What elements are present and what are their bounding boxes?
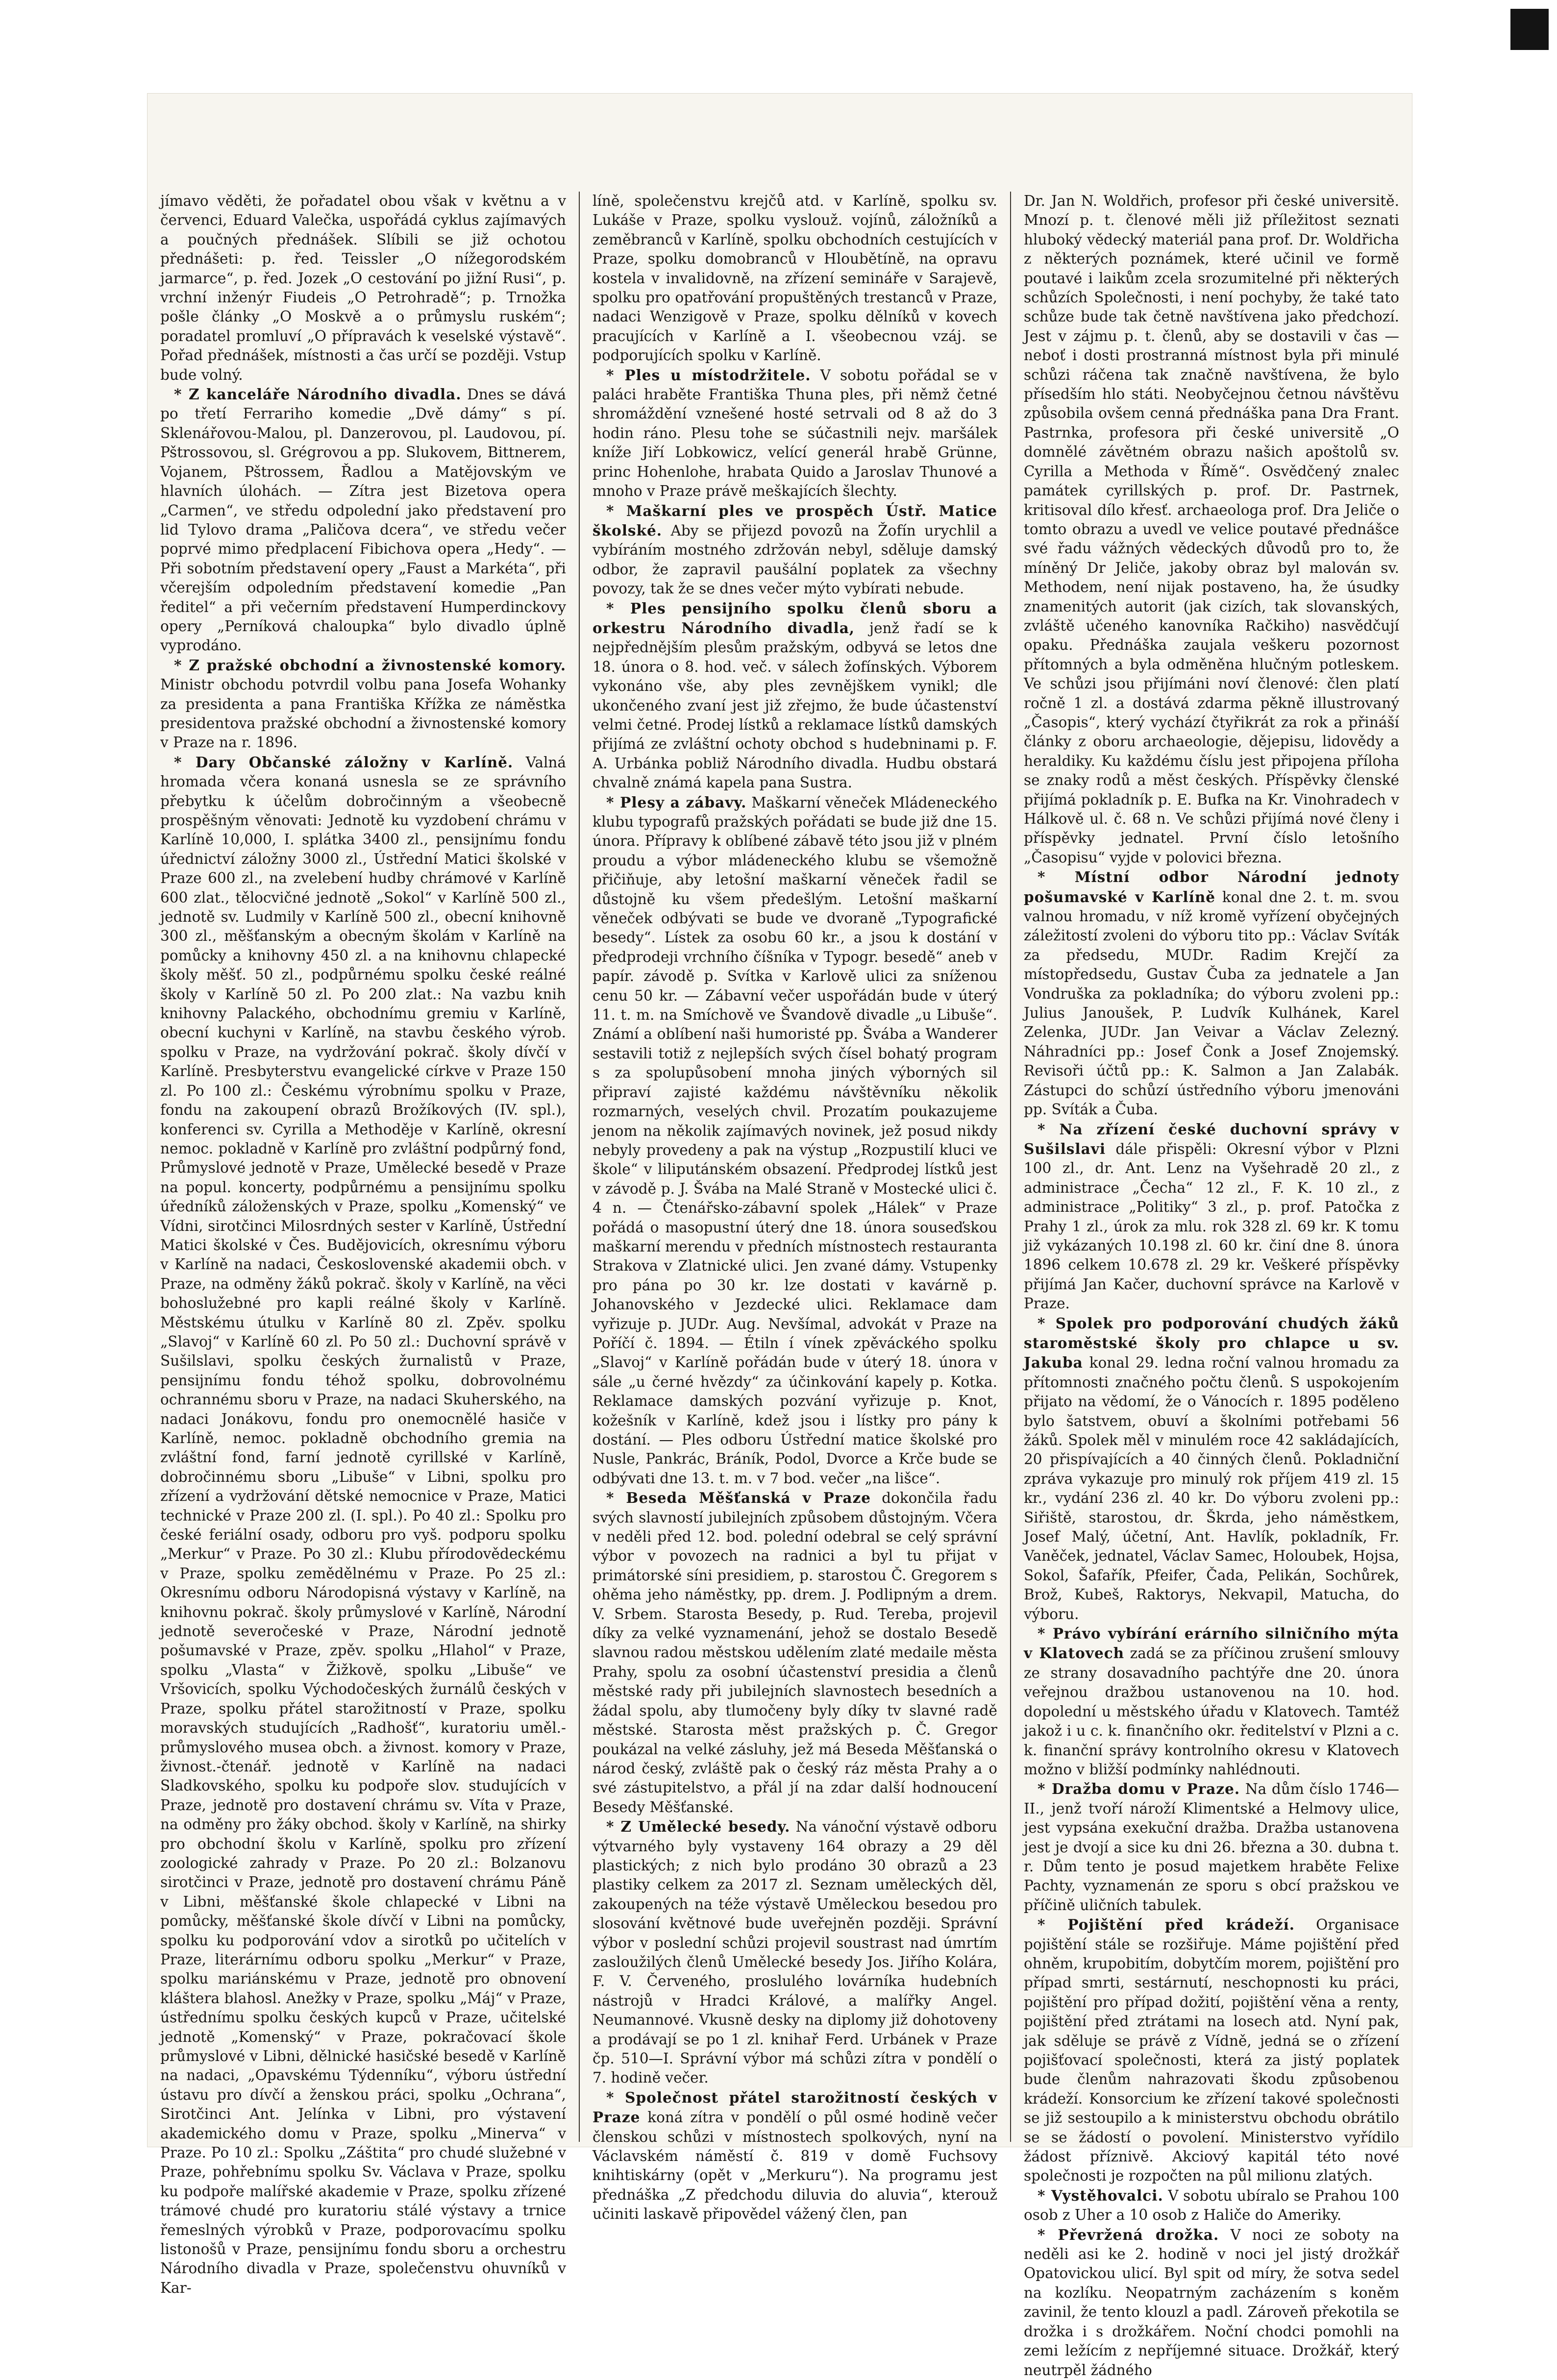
news-text: Dnes se dává po třetí Ferrariho komedie „Dvě dámy“ s pí. Sklenářovou-Malou, pl. Danzerovou, pl. Laudovou, pí. Pštrossovou, sl. Grégrovou a pp. Slukovem, Bittnerem, Vojanem, Pštrossem, Řadlou a Matějovským ve hlavních úlohách. — Zítra jest Bizetova opera „Carmen“, ve středu odpolední jako představení pro lid Tylovo drama „Paličova dcera“, ve středu večer poprvé mimo předplacení Fibichova opera „Hedy“. — Při sobotním představení opery „Faust a Markéta“, při včerejším odpoledním představení komedie „Pan ředitel“ a při večerním představení Humperdinckovy opery „Perníková chaloupka“ bylo divadlo úplně vyprodáno. xyxy=(160,386,566,654)
news-item xyxy=(593,1488,997,1817)
news-text: jenž řadí se k nejpřednějším plesům pražským, odbyvá se letos dne 18. února o 8. hod. več. v sálech žofínských. Výborem vykonáno vše, aby ples zevnějškem vynikl; dle ukončeného zvaní jest již zřejmo, že bude účastenství velmi četné. Prodej lístků a reklamace lístků damských přijímá ze zvláštní ochoty obchod s hudebninami p. F. A. Urbánka pobliž Národního divadla. Hudbu obstará chvalně známá kapela pana Sustra. xyxy=(593,619,997,791)
page-corner-mark xyxy=(1510,9,1549,50)
news-headline: * Vystěhovalci. xyxy=(1038,2186,1163,2204)
column-middle xyxy=(579,192,1010,2223)
news-text: V sobotu pořádal se v paláci hraběte Františka Thuna ples, při němž četné shromáždění vznešené hosté setrvali od 8 až do 3 hodin ráno. Plesu tohe se súčastnili nejv. maršálek kníže Jiří Lobkowicz, velící generál hrabě Grünne, princ Hohenlohe, hrabata Quido a Jaroslav Thunové a mnoho v Praze právě meškajících šlechty. xyxy=(593,367,997,500)
news-item-continued xyxy=(160,192,566,385)
news-headline: * Beseda Měšťanská v Praze xyxy=(606,1489,871,1507)
news-item xyxy=(160,753,566,2298)
news-headline: * Společnost přátel starožitností českých v Praze xyxy=(593,2088,997,2126)
news-item xyxy=(1024,1120,1399,1314)
news-text: líně, společenstvu krejčů atd. v Karlíně, spolku sv. Lukáše v Praze, spolku vyslouž. vojínů, záložníků a zeměbranců v Karlíně, spolku obchodních cestujících v Praze, spolku domobranců v Hloubětíně, na opravu kostela v invalidovně, na zřízení semináře v Sarajevě, spolku pro opatřování propuštěných trestanců v Praze, nadaci Wenzigově v Praze, spolku dělníků v kovech pracujících v Karlíně a I. všeobecnou vzáj. se podporujících spolku v Karlíně. xyxy=(593,193,997,364)
news-text: Na vánoční výstavě odboru výtvarného byly vystaveny 164 obrazy a 29 děl plastických; z nich bylo prodáno 30 obrazů a 23 plastiky celkem za 2017 zl. Seznam uměleckých děl, zakoupených na téže výstavě Uměleckou besedou pro slosování květnové bude uveřejněn později. Správní výbor v poslední schůzi projevil soustrast nad úmrtím zasloužilých členů Umělecké besedy Jos. Jiřího Kolára, F. V. Červeného, proslulého lovárníka hudebních nástrojů v Hradci Králové, a malířky Angel. Neumannové. Vkusně desky na diplomy již dohotoveny a prodávají se po 1 zl. knihař Ferd. Urbánek v Praze čp. 510—I. Správní výbor má schůzi zítra v pondělí o 7. hodině večer. xyxy=(593,1818,997,2086)
news-text: Valná hromada včera konaná usnesla se ze správního přebytku k účelům dobročinným a všeobecně prospěšným věnovati: Jednotě ku vyzdobení chrámu v Karlíně 10,000, I. splátka 3400 zl., pensijnímu fondu úřednictví záložny 3000 zl., Ústřední Matici školské v Praze 600 zl., na zvelebení hudby chrámové v Karlíně 600 zlat., tělocvičné jednotě „Sokol“ v Karlíně 500 zl., jednotě sv. Ludmily v Karlíně 500 zl., obecní knihovně 300 zl., měšťanským a obecným školám v Karlíně na pomůcky a knihovny 450 zl. a na knihovnu chlapecké školy měšť. 50 zl., podpůrnému spolku české reálné školy v Karlíně 50 zl. Po 200 zlat.: Na vazbu knih knihovny Palackého, obchodnímu gremiu v Karlíně, obecní kuchyni v Karlíně, na stavbu českého výrob. spolku v Praze, na vydržování pokrač. školy dívčí v Karlíně. Presbyterstvu evangelické církve v Praze 150 zl. Po 100 zl.: Českému výrobnímu spolku v Praze, fondu na zakoupení obrazů Brožíkových (IV. spl.), konferenci sv. Cyrilla a Methoděje v Karlíně, okresní nemoc. pokladně v Karlíně pro zvláštní podpůrný fond, Průmyslové jednotě v Praze, Umělecké besedě v Praze na popul. koncerty, podpůrnému a pensijnímu spolku úředníků záloženských v Praze, spolku „Komenský“ ve Vídni, sirotčinci Milosrdných sester v Karlíně, Ústřední Matici školské v Čes. Budějovicích, okresnímu výboru v Karlíně na nadaci, Československé akademii obch. v Praze, na odměny žáků pokrač. školy v Karlíně, na věci bohoslužebné pro kapli reálné školy v Karlíně. Městskému útulku v Karlíně 80 zl. Zpěv. spolku „Slavoj“ v Karlíně 60 zl. Po 50 zl.: Duchovní správě v Sušilslavi, spolku českých žurnalistů v Praze, pensijnímu fondu téhož spolku, dobrovolnému ochrannému sboru v Praze, na nadaci Skuherského, na nadaci Jonákovu, fondu pro onemocnělé hasiče v Karlíně, nemoc. pokladně obchodního gremia na zvláštní fond, farní jednotě cyrillské v Karlíně, dobročinnému sboru „Libuše“ v Libni, spolku pro zřízení a vydržování dětské nemocnice v Praze, Matici technické v Praze 200 zl. (I. spl.). Po 40 zl.: Spolku pro české feriální osady, odboru pro vyš. podporu spolku „Merkur“ v Praze. Po 30 zl.: Klubu přírodovědeckému v Praze, spolku zemědělnému v Praze. Po 25 zl.: Okresnímu odboru Národopisná výstavy v Karlíně, na knihovnu pokrač. školy průmyslové v Karlíně, Národní jednotě severočeské v Praze, Národní jednotě pošumavské v Praze, zpěv. spolku „Hlahol“ v Praze, spolku „Vlasta“ v Žižkově, spolku „Libuše“ ve Vršovicích, spolku Východočeských žurnálů českých v Praze, spolku přátel starožitností v Praze, spolku moravských studujících „Radhošť“, kuratoriu uměl.-průmyslového musea obch. a živnost. komory v Praze, živnost.-čtenář. jednotě v Karlíně na nadaci Sladkovského, spolku ku podpoře slov. studujících v Praze, jednotě pro dostavení chrámu sv. Víta v Praze, na odměny pro žáky obchod. školy v Karlíně, na shirky pro obchodní školu v Karlíně, spolku pro zřízení zoologické zahrady v Praze. Po 20 zl.: Bolzanovu sirotčinci v Praze, jednotě pro dostavení chrámu Páně v Libni, měšťanské škole chlapecké v Libni na pomůcky, měšťanské škole dívčí v Libni na pomůcky, spolku ku podporování vdov a sirotků po učitelích v Praze, literárnímu odboru spolku „Merkur“ v Praze, spolku mariánskému v Praze, jednotě pro obnovení kláštera blahosl. Anežky v Praze, spolku „Máj“ v Praze, ústřednímu spolku českých kupců v Praze, učitelské jednotě „Komenský“ v Praze, pokračovací škole průmyslové v Libni, dělnické hasičské besedě v Karlíně na nadaci, „Opavskému Týdenníku“, výboru ústřední ústavu pro dívčí a ženskou práci, spolku „Ochrana“, Sirotčinci Ant. Jelínka v Libni, pro výstavení akademického domu v Praze, spolku „Minerva“ v Praze. Po 10 zl.: Spolku „Záštita“ pro chudé služebné v Praze, pohřebnímu spolku Sv. Václava v Praze, spolku ku podpoře malířské akademie v Praze, spolku zřízené trámové chudé pro kuratoriu stálé výstavy a trnice řemeslných výrobků v Praze, podporovacímu spolku listonošů v Praze, pensijnímu fondu sboru a orchestru Národního divadla v Praze, společenstvu ohuvníků v Kar- xyxy=(160,754,566,2296)
news-item xyxy=(1024,2225,1399,2380)
newspaper-page xyxy=(147,93,1412,2379)
news-text: koná zítra v pondělí o půl osmé hodině večer členskou schůzi v místnostech spolkových, nyní na Václavském náměstí č. 819 v domě Fuchsovy knihtiskárny (opět v „Merkuru“). Na programu jest přednáška „Z předchodu diluvia do aluvia“, kterouž učiniti laskavě připovědel vážený člen, pan xyxy=(593,2109,997,2223)
news-item xyxy=(1024,1915,1399,2186)
news-item xyxy=(593,366,997,501)
news-text: V sobotu ubíralo se Prahou 100 osob z Uher a 10 osob z Haliče do Ameriky. xyxy=(1024,2187,1399,2224)
news-headline: * Ples u místodržitele. xyxy=(606,366,811,384)
news-headline: * Z Umělecké besedy. xyxy=(606,1818,791,1836)
news-text: V noci ze soboty na neděli asi ke 2. hodině v noci jel jistý drožkář Opatovickou ulicí. Byl spit od míry, že sotva sedel na kozlíku. Neopatrným zacházením s koněm zavinil, že tento klouzl a padl. Zároveň překotila se drožka i s drožkářem. Noční chodci pomohli na zemi ležícím z nepříjemné situace. Drožkář, který neutrpěl žádného xyxy=(1024,2226,1399,2379)
news-item xyxy=(593,793,997,1489)
news-item xyxy=(1024,1779,1399,1915)
news-item xyxy=(1024,1314,1399,1624)
news-text: zadá se za příčinou zrušení smlouvy ze strany dosavadního pachtýře dne 20. února veřejnou dražbou ustanovenou na 10. hod. dopolední u městského úřadu v Klatovech. Tamtéž jakož i u c. k. finančního okr. ředitelství v Plzni a c. k. finanční správy kontrolního okresu v Klatovech možno v bližší podmínky nahlédnouti. xyxy=(1024,1645,1399,1778)
news-text: dále přispěli: Okresní výbor v Plzni 100 zl., dr. Ant. Lenz na Vyšehradě 20 zl., z administrace „Čecha“ 12 zl., F. K. 10 zl., z administrace „Politiky“ 3 zl., p. prof. Patočka z Prahy 1 zl., úrok za mlu. rok 328 zl. 69 kr. K tomu již vykázaných 10.198 zl. 60 kr. činí dne 8. února 1896 celkem 10.678 zl. 29 kr. Veškeré příspěvky přijímá Jan Kačer, duchovní správce na Karlově v Praze. xyxy=(1024,1140,1399,1312)
news-text: Na dům číslo 1746—II., jenž tvoří nároží Klimentské a Helmovy ulice, jest vypsána exekuční dražba. Dražba ustanovena jest je dvojí a sice ku dni 26. března a 30. dubna t. r. Dům tento je posud majetkem hraběte Felixe Pachty, vyznamenán ze sporu s obcí pražskou ve příčině uličních tabulek. xyxy=(1024,1781,1399,1914)
news-text: Aby se přijezd povozů na Žofín urychlil a vybíráním mostného zdržován nebyl, sděluje damský odbor, že zapravil paušální poplatek za všechny povozy, tak že se dnes večer mýto vybírati nebude. xyxy=(593,522,997,597)
news-headline: * Pojištění před krádeží. xyxy=(1038,1916,1295,1934)
column-right xyxy=(1010,192,1412,2379)
news-item xyxy=(1024,2186,1399,2225)
news-item-continued xyxy=(1024,192,1399,867)
news-item xyxy=(160,385,566,656)
news-text: Ministr obchodu potvrdil volbu pana Josefa Wohanky za presidenta a pana Františka Křížka ze náměstka presidentova pražské obchodní a živnostenské komory v Praze na r. 1896. xyxy=(160,676,566,751)
news-headline: * Na zřízení české duchovní správy v Sušilslavi xyxy=(1024,1120,1399,1157)
news-headline: * Plesy a zábavy. xyxy=(606,793,747,811)
news-text: konal 29. ledna roční valnou hromadu za přítomnosti značného počtu členů. S uspokojením přijato na vědomí, že o Vánocích r. 1895 poděleno bylo šatstvem, obuví a školními potřebami 56 žáků. Spolek měl v minulém roce 42 sakládajících, 20 přispívajících a 40 činných členů. Pokladniční zpráva vykazuje pro minulý rok příjem 419 zl. 15 kr., vydání 236 zl. 40 kr. Do výboru zvoleni pp.: Siřiště, starostou, dr. Škrda, jeho náměstkem, Josef Malý, účetní, Ant. Havlík, pokladník, Fr. Vaněček, jednatel, Václav Samec, Holoubek, Hojsa, Sokol, Šafařík, Pfeifer, Čada, Pelikán, Sochůrek, Brož, Kubeš, Raktorys, Nekvapil, Matucha, do výboru. xyxy=(1024,1354,1399,1622)
news-headline: * Místní odbor Národní jednoty pošumavské v Karlíně xyxy=(1024,868,1399,906)
news-text: konal dne 2. t. m. svou valnou hromadu, v níž kromě vyřízení obyčejných záležitostí zvoleni do výboru tito pp.: Václav Svíták za předsedu, MUDr. Radim Krejčí za místopředsedu, Gustav Čuba za jednatele a Jan Vondruška za pokladníka; do výboru zvoleni pp.: Julius Janoušek, P. Ludvík Kulhánek, Karel Zelenka, JUDr. Jan Veivar a Václav Zelezný. Náhradníci pp.: Josef Čonk a Josef Znojemský. Revisoři účtů pp.: K. Salmon a Jan Zalabák. Zástupci do schůzí ústředního výboru jmenováni pp. Svíták a Čuba. xyxy=(1024,888,1399,1118)
news-text: jímavo věděti, že pořadatel obou však v květnu a v červenci, Eduard Valečka, uspořádá cyklus zajímavých a poučných přednášek. Slíbili se již ochotou přednášeti: p. řed. Teissler „O nížegorodském jarmarce“, p. řed. Jozek „O cestování po jižní Rusi“, p. vrchní inženýr Fiudeis „O Petrohradě“; p. Trnožka pošle články „O Moskvě a o průmyslu ruském“; poradatel promluví „O přípravách k veselské výstavě“. Pořad přednášek, místnosti a čas určí se později. Vstup bude volný. xyxy=(160,193,566,383)
news-headline: * Dary Občanské záložny v Karlíně. xyxy=(174,753,514,771)
news-item xyxy=(593,2088,997,2224)
news-text: dokončila řadu svých slavností jubilejních způsobem důstojným. Včera v neděli před 12. bod. polední odebral se celý správní výbor v povozech na radnici a byl tu přijat v primátorské síni presidiem, p. starostou Č. Gregorem s ohěma jeho náměstky, pp. drem. J. Podlipným a drem. V. Srbem. Starosta Besedy, p. Rud. Tereba, projevil díky za velké vyznamenání, jehož se dostalo Besedě slavnou radou městskou udělením zlaté medaile města Prahy, spolu za osobní účastenství presidia a členů městské rady při jubilejních slavnostech besedních a žádal spolu, aby tlumočeny byly díky tv slavné radě městské. Starosta měst pražských p. Č. Gregor poukázal na velké zásluhy, jež má Beseda Měšťanská o národ český, zvláště pak o český ráz města Prahy a o své zástupitelstvo, a přál jí na zdar další hodnoucení Besedy Měšťanské. xyxy=(593,1490,997,1816)
news-headline: * Spolek pro podporování chudých žáků staroměstské školy pro chlapce u sv. Jakuba xyxy=(1024,1314,1399,1372)
news-item xyxy=(1024,867,1399,1119)
news-item xyxy=(160,656,566,753)
news-item xyxy=(593,599,997,793)
column-left xyxy=(148,192,579,2296)
news-item-continued xyxy=(593,192,997,366)
news-headline: * Z kanceláře Národního divadla. xyxy=(174,386,462,403)
news-text: Organisace pojištění stále se rozšiřuje. Máme pojištění před ohněm, krupobitím, dobytčím morem, pojištění pro případ smrti, sestárnutí, neschopnosti ku práci, pojištění pro případ dožití, pojištění věna a renty, pojištění před ztrátami na losech atd. Nyní pak, jak sděluje se právě z Vídně, jedná se o zřízení pojišťovací společnosti, která za jistý poplatek bude členům nahrazovati škodu způsobenou krádeží. Konsorcium ke zřízení takové společnosti se již sestoupilo a k ministerstvu obchodu obrátilo se se žádostí o povolení. Ministerstvo vyřídilo žádost příznivě. Akciový kapitál této nové společnosti je rozpočten na půl milionu zlatých. xyxy=(1024,1916,1399,2184)
news-headline: * Právo vybírání erárního silničního mýta v Klatovech xyxy=(1024,1625,1399,1662)
news-item xyxy=(593,501,997,599)
news-headline: * Dražba domu v Praze. xyxy=(1038,1780,1240,1798)
news-headline: * Převržená drožka. xyxy=(1038,2226,1219,2243)
news-headline: * Z pražské obchodní a živnostenské komory. xyxy=(174,656,566,674)
news-headline: * Maškarní ples ve prospěch Ústř. Matice školské. xyxy=(593,502,997,539)
news-item xyxy=(593,1817,997,2088)
news-headline: * Ples pensijního spolku členů sboru a orkestru Národního divadla, xyxy=(593,599,997,637)
news-item xyxy=(1024,1624,1399,1779)
news-text: Maškarní věneček Mládeneckého klubu typografů pražských pořádati se bude již dne 15. února. Přípravy k oblíbené zábavě této jsou již v plném proudu a výbor mládeneckého klubu se všemožně přičiňuje, aby letošní maškarní věneček řadil se důstojně ku všem předešlým. Letošní maškarní věneček odbývati se bude ve dvoraně „Typografické besedy“. Lístek za osobu 60 kr., a jsou k dostání v předprodeji vrchního číšníka v Typogr. besedě“ aneb v papír. závodě p. Svítka v Karlově ulici za sníženou cenu 50 kr. — Zábavní večer uspořádán bude v úterý 11. t. m. na Smíchově ve Švandově divadle „u Libuše“. Známí a oblíbení naši humoristé pp. Švába a Wanderer sestavili totiž z nejlepších svých čísel bohatý program s za spolupůsobení mnoha jiných výborných sil připraví zajisté každému návštěvníku několik rozmarných, veselých chvil. Prozatím poukazujeme jenom na několik zajímavých novinek, jež posud nikdy nebyly provedeny a pak na výstup „Rozpustilí kluci ve škole“ v liliputánském obsazení. Předprodej lístků jest v závodě p. J. Švába na Malé Straně v Mostecké ulici č. 4 n. — Čtenářsko-zábavní spolek „Hálek“ v Praze pořádá o masopustní úterý dne 18. února souseďskou maškarní merendu v předních místnostech restauranta Strakova v Zlatnické ulici. Jen zvané dámy. Vstupenky pro pána po 30 kr. lze dostati v kavárně p. Johanovského v Jezdecké ulici. Reklamace dam vyřizuje p. JUDr. Aug. Nevšímal, advokát v Praze na Poříčí č. 1894. — Étiln í vínek zpěváckého spolku „Slavoj“ v Karlíně pořádán bude v úterý 18. února v sále „u černé hvězdy“ za účinkování kapely p. Kotka. Reklamace damských pozvání vyřizuje p. Knot, kožešník v Karlíně, kdež jsou i lístky pro pány k dostání. — Ples odboru Ústřední matice školské pro Nusle, Pankrác, Bráník, Podol, Dvorce a Krče bude se odbývati dne 13. t. m. v 7 bod. večer „na lišce“. xyxy=(593,794,997,1487)
news-text: Dr. Jan N. Woldřich, profesor při české universitě. Mnozí p. t. členové měli již příležitost seznati hluboký vědecký materiál pana prof. Dr. Woldřicha z některých poznámek, které učinil ve formě poutavé i laikům zcela srozumitelné při některých schůzích Společnosti, i není pochyby, že také tato schůze bude tak četně navštívena jako předchozí. Jest v zájmu p. t. členů, aby se dostavili v čas — neboť i dosti prostranná místnost byla při minulé schůzi ráčena tak značně navštívena, že bylo přísedším hlo státi. Neobyčejnou četnou návštěvu způsobila ovšem cenná přednáška pana Dra Frant. Pastrnka, profesora při české universitě „O domnělé závětném obrazu našich apoštolů sv. Cyrilla a Methoda v Římě“. Osvědčený znalec památek cyrillských p. prof. Dr. Pastrnek, kritisoval dílo křesť. archaeologa prof. Dra Jeliče o tomto obrazu a uvedl ve velice poutavé přednášce své řadu vážných vědeckých důvodů pro to, že míněný Dr Jeliče, jakoby obraz byl malován sv. Methodem, není nijak postaveno, ha, že úsudky znamenitých autorit (jak cizích, tak slovanských, zvláště učeného kanovníka Račkiho) nasvědčují opaku. Přednáška zaujala veškeru pozornost přítomných a byla odměněna hlučným potleskem. Ve schůzi jsou přijímáni noví členové: člen platí ročně 1 zl. a dostává zdarma pěkně illustrovaný „Časopis“, který vychází čtyřikrát za rok a přináší články z oboru archaeologie, dějepisu, lidovědy a heraldiky. Ku každému číslu jest připojena příloha se znaky rodů a měst českých. Příspěvky členské přijímá pokladník p. E. Bufka na Kr. Vinohradech v Hálkově ul. č. 68 n. Ve schůzi přijímá nové členy i příspěvky jednatel. První číslo letošního „Časopisu“ vyjde v polovici března. xyxy=(1024,193,1399,866)
